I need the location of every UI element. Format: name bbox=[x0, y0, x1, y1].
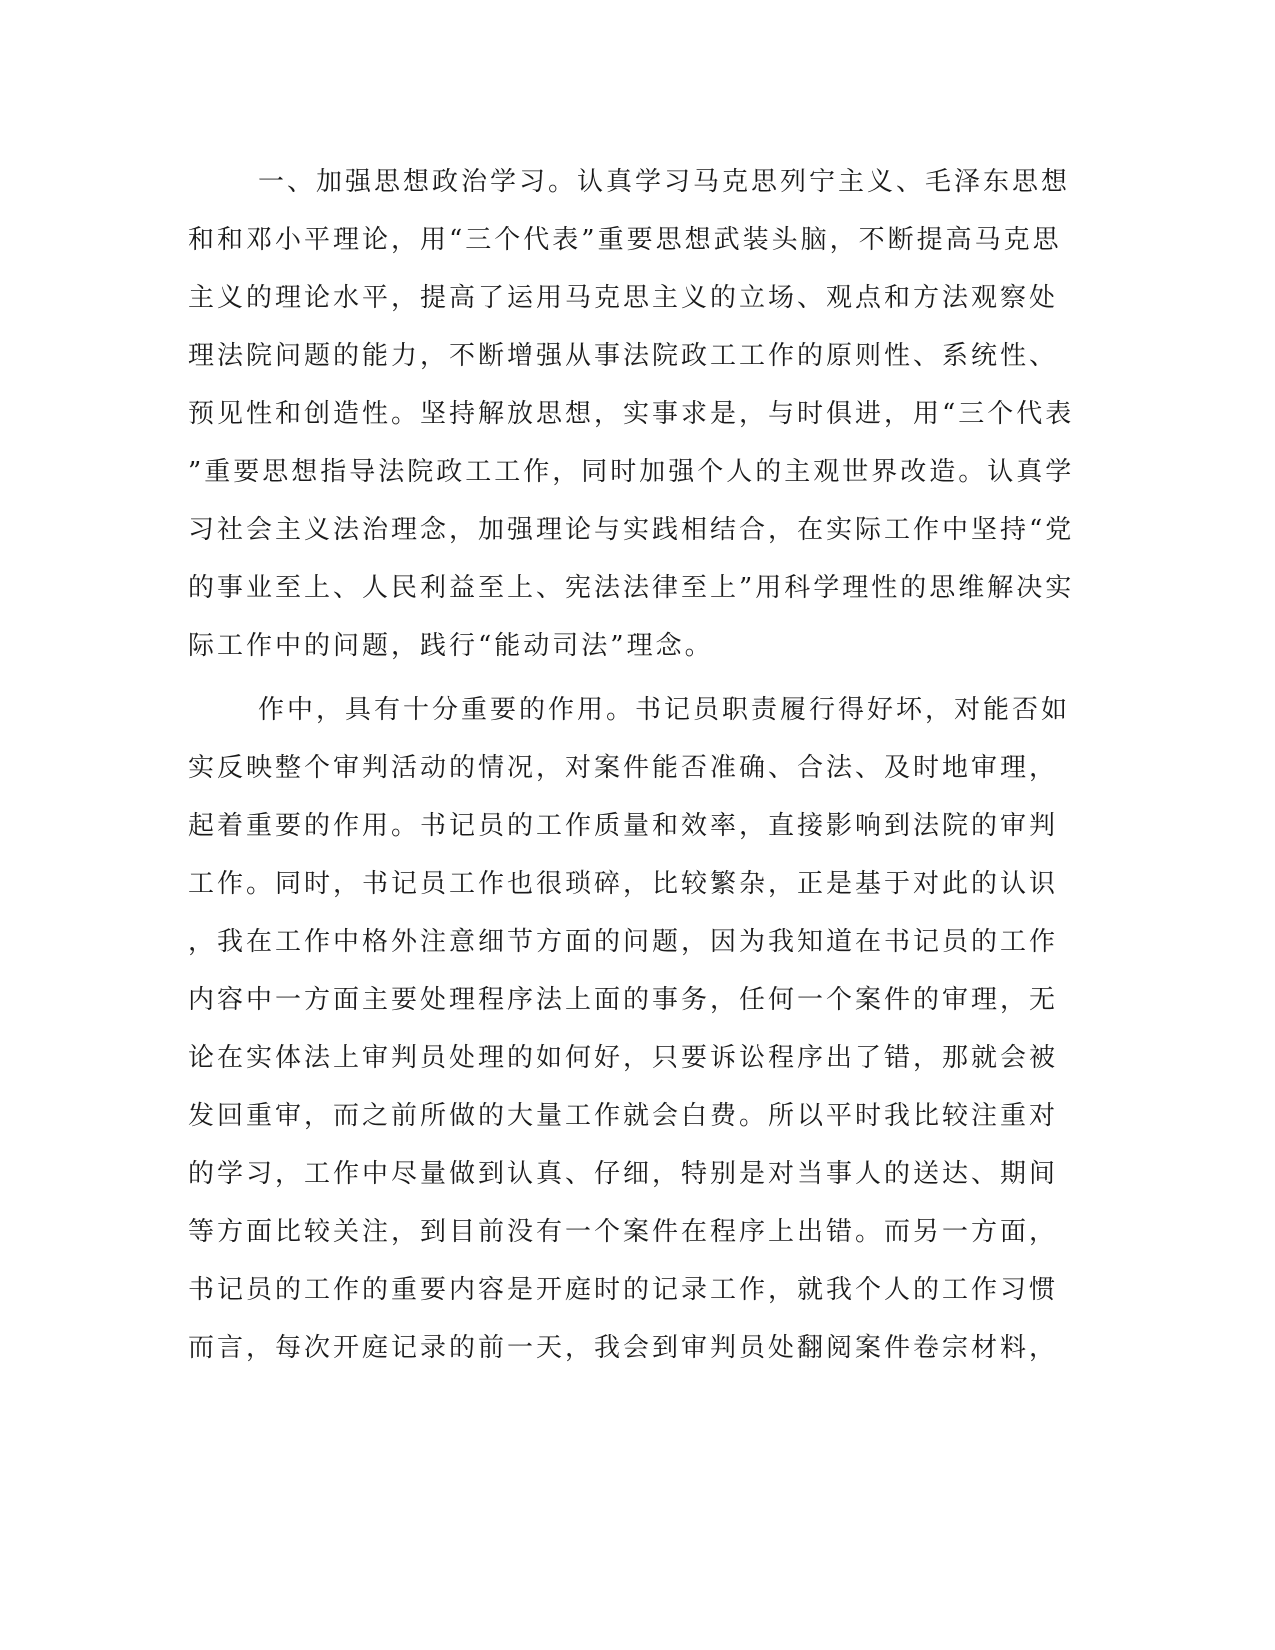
paragraph-line: 和和邓小平理论，用“三个代表”重要思想武装头脑，不断提高马克思 bbox=[188, 225, 1062, 255]
paragraph-line: 习社会主义法治理念，加强理论与实践相结合，在实际工作中坚持“党 bbox=[188, 515, 1075, 545]
paragraph-line: 而言，每次开庭记录的前一天，我会到审判员处翻阅案件卷宗材料， bbox=[188, 1333, 1059, 1363]
paragraph-line: 论在实体法上审判员处理的如何好，只要诉讼程序出了错，那就会被 bbox=[188, 1043, 1059, 1073]
paragraph-line: 发回重审，而之前所做的大量工作就会白费。所以平时我比较注重对 bbox=[188, 1101, 1059, 1131]
paragraph-line: 的事业至上、人民利益至上、宪法法律至上”用科学理性的思维解决实 bbox=[188, 573, 1075, 603]
paragraph-line: 主义的理论水平，提高了运用马克思主义的立场、观点和方法观察处 bbox=[188, 283, 1059, 313]
paragraph-line: 预见性和创造性。坚持解放思想，实事求是，与时俱进，用“三个代表 bbox=[188, 399, 1075, 429]
paragraph-line: 内容中一方面主要处理程序法上面的事务，任何一个案件的审理，无 bbox=[188, 985, 1059, 1015]
paragraph-line: 际工作中的问题，践行“能动司法”理念。 bbox=[188, 631, 714, 661]
paragraph-line: 的学习，工作中尽量做到认真、仔细，特别是对当事人的送达、期间 bbox=[188, 1159, 1059, 1189]
paragraph-line: 作中，具有十分重要的作用。书记员职责履行得好坏，对能否如 bbox=[258, 695, 1071, 725]
paragraph-line: 实反映整个审判活动的情况，对案件能否准确、合法、及时地审理， bbox=[188, 753, 1059, 783]
paragraph-line: 起着重要的作用。书记员的工作质量和效率，直接影响到法院的审判 bbox=[188, 811, 1059, 841]
paragraph-line: 等方面比较关注，到目前没有一个案件在程序上出错。而另一方面， bbox=[188, 1217, 1059, 1247]
paragraph-line: ”重要思想指导法院政工工作，同时加强个人的主观世界改造。认真学 bbox=[188, 457, 1075, 487]
paragraph-line: 书记员的工作的重要内容是开庭时的记录工作，就我个人的工作习惯 bbox=[188, 1275, 1059, 1305]
paragraph-line: 一、加强思想政治学习。认真学习马克思列宁主义、毛泽东思想 bbox=[258, 167, 1071, 197]
paragraph-line: 工作。同时，书记员工作也很琐碎，比较繁杂，正是基于对此的认识 bbox=[188, 869, 1059, 899]
paragraph-line: ，我在工作中格外注意细节方面的问题，因为我知道在书记员的工作 bbox=[188, 927, 1059, 957]
paragraph-line: 理法院问题的能力，不断增强从事法院政工工作的原则性、系统性、 bbox=[188, 341, 1059, 371]
